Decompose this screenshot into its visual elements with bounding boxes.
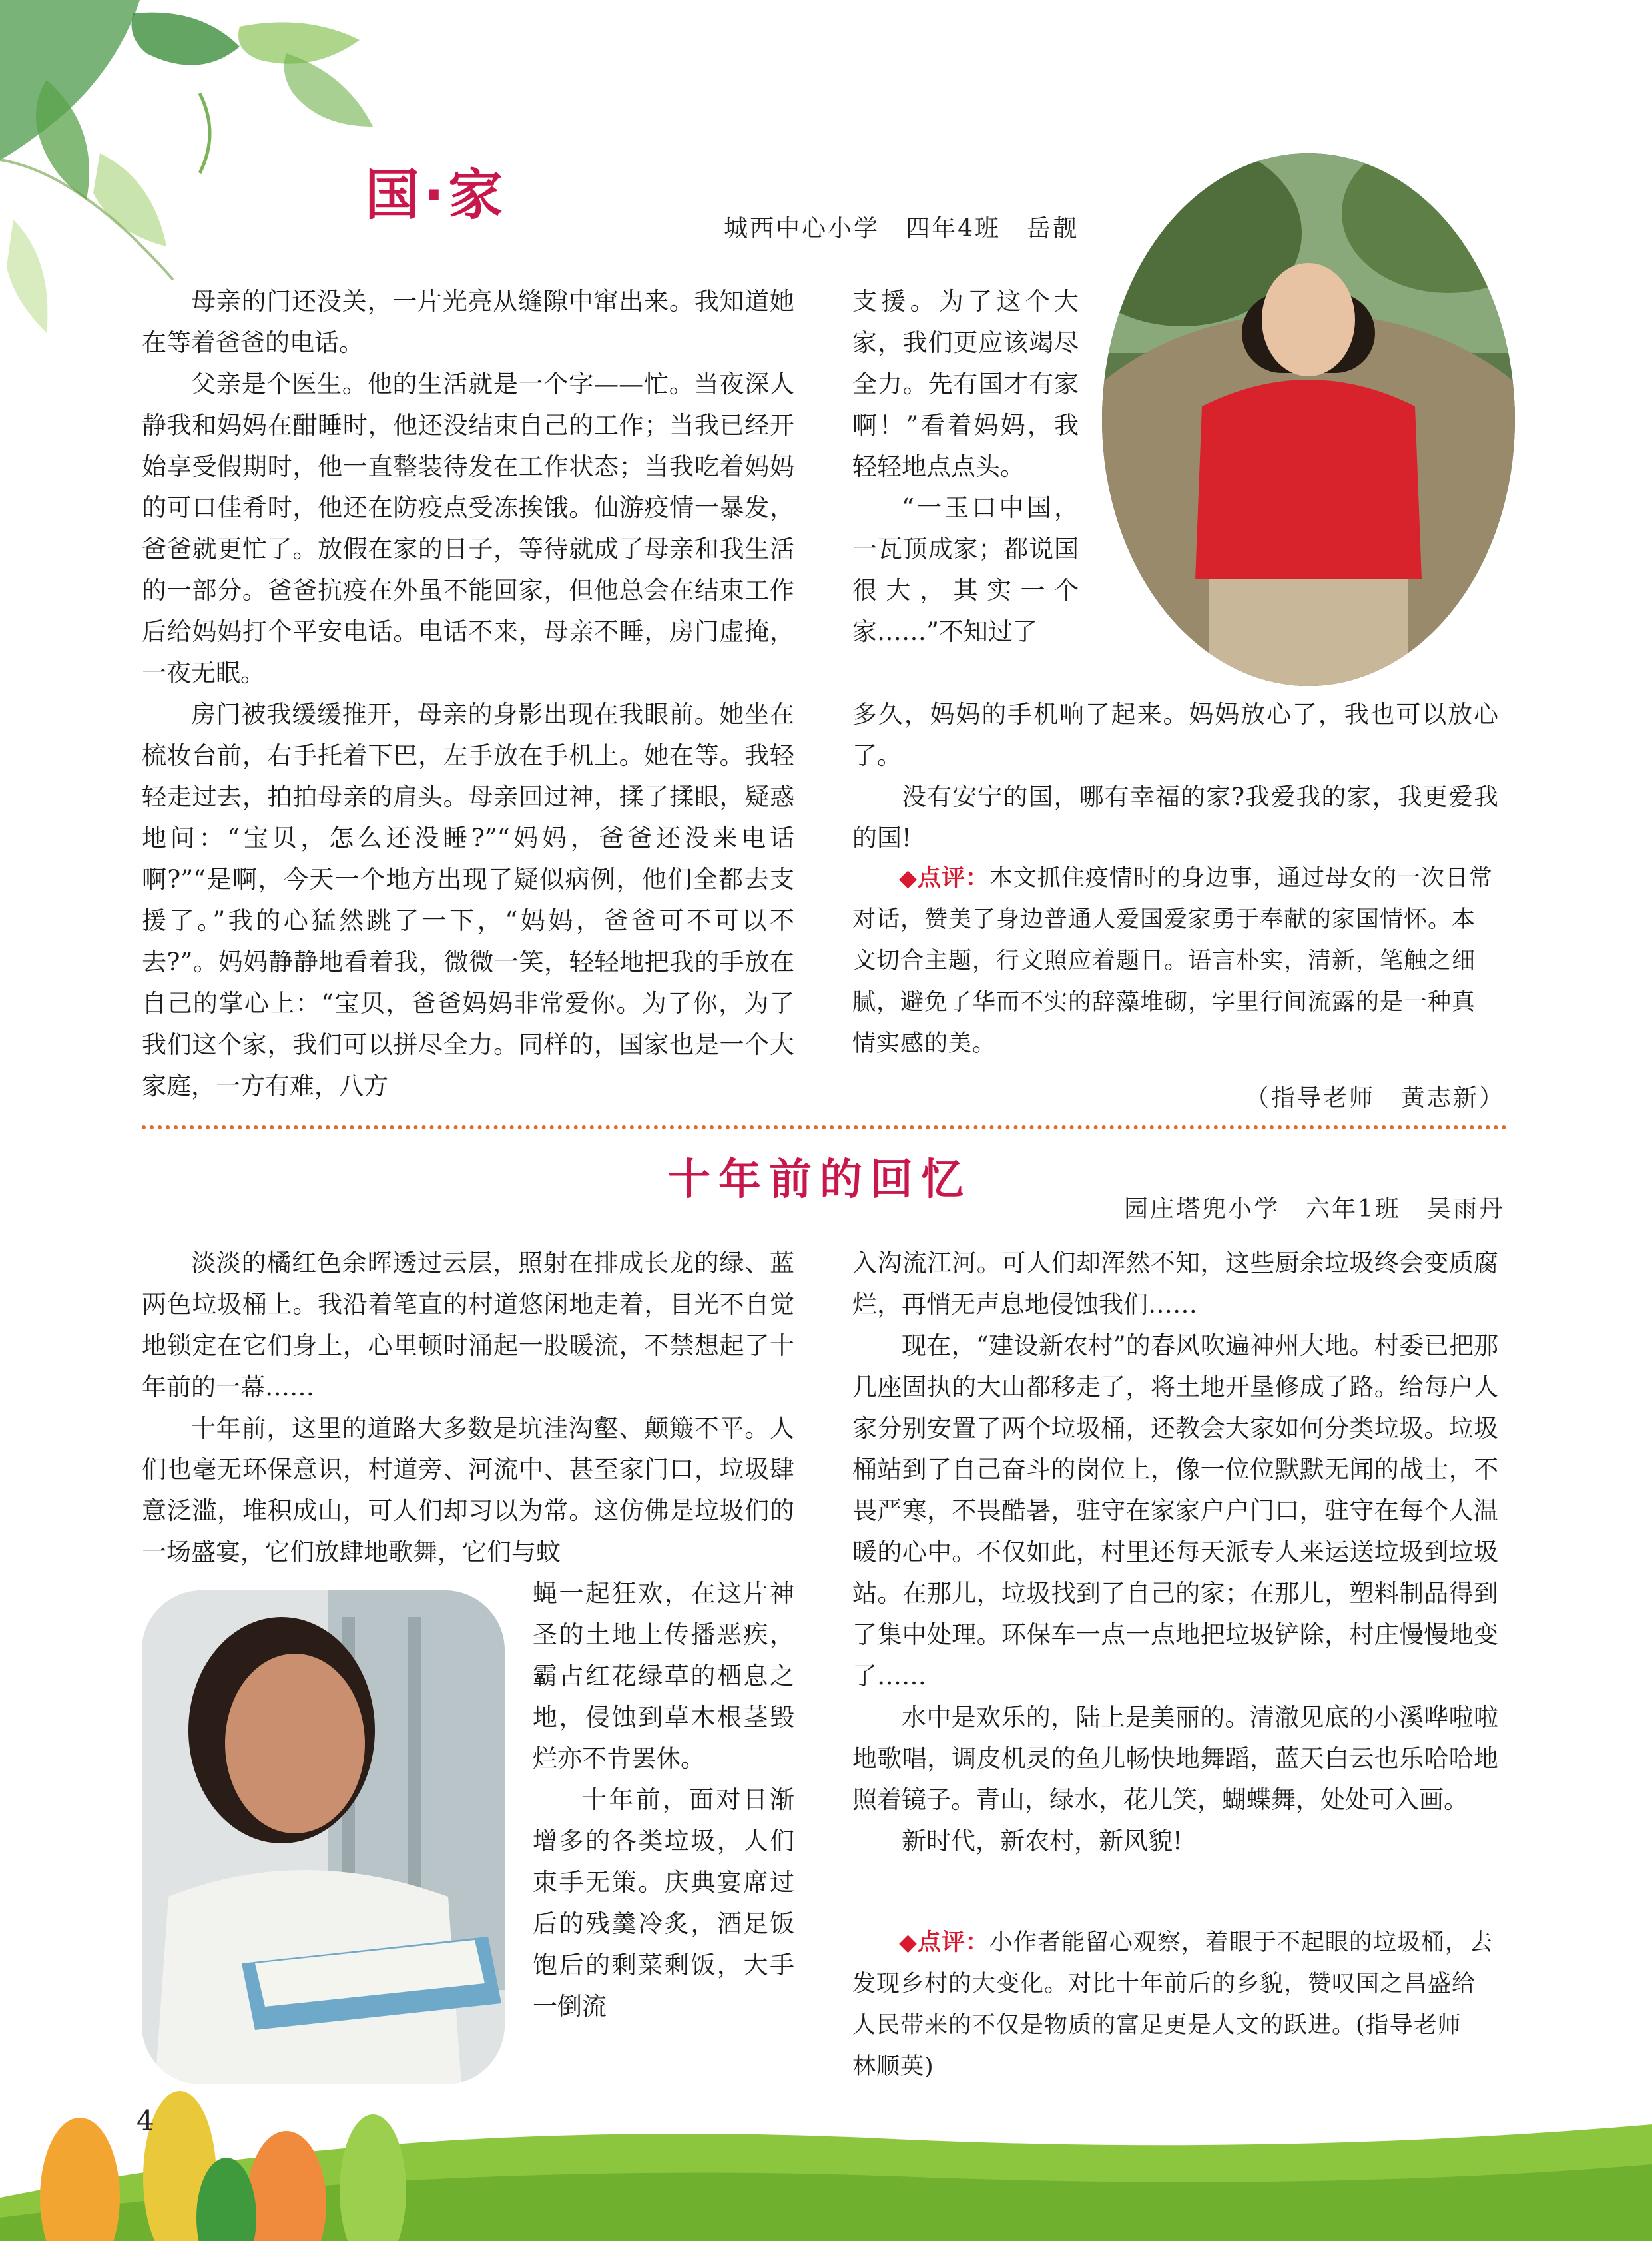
paragraph: 父亲是个医生。他的生活就是一个字——忙。当夜深人静我和妈妈在酣睡时，他还没结束自己的工作；当我已经开始享受假期时，他一直整装待发在工作状态；当我吃着妈妈的可口佳肴时，他还在防疫点受冻挨饿。仙游疫情一暴发，爸爸就更忙了。放假在家的日子，等待就成了母亲和我生活的一部分。爸爸抗疫在外虽不能回家，但他总会在结束工作后给妈妈打个平安电话。电话不来，母亲不睡，房门虚掩，一夜无眠。 [142, 370, 794, 687]
article2-right-column [852, 1243, 1498, 1862]
paragraph: 十年前，这里的道路大多数是坑洼沟壑、颠簸不平。人们也毫无环保意识，村道旁、河流中、甚至家门口，垃圾肆意泛滥，堆积成山，可人们却习以为常。这仿佛是垃圾们的一场盛宴，它们放肆地歌舞，它们与蚊 [142, 1414, 794, 1566]
grass-decoration [0, 2065, 1652, 2241]
paragraph: 没有安宁的国，哪有幸福的家?我爱我的家，我更爱我的国! [852, 783, 1498, 852]
section-divider [142, 1125, 1507, 1129]
paragraph: 十年前，面对日渐增多的各类垃圾，人们束手无策。庆典宴席过后的残羹冷炙，酒足饭饱后的剩菜剩饭，大手一倒流 [533, 1785, 794, 2021]
author-photo-oval [1102, 153, 1515, 686]
page-number: 4 [137, 2104, 154, 2137]
paragraph: 房门被我缓缓推开，母亲的身影出现在我眼前。她坐在梳妆台前，右手托着下巴，左手放在手机上。她在等。我轻轻走过去，拍拍母亲的肩头。母亲回过神，揉了揉眼，疑惑地问：“宝贝，怎么还没睡?”“妈妈，爸爸还没来电话啊?”“是啊，今天一个地方出现了疑似病例，他们全都去支援了。”我的心猛然跳了一下，“妈妈，爸爸可不可以不去?”。妈妈静静地看着我，微微一笑，轻轻地把我的手放在自己的掌心上：“宝贝，爸爸妈妈非常爱你。为了你，为了我们这个家，我们可以拼尽全力。同样的，国家也是一个大家庭，一方有难，八方 [142, 700, 794, 1100]
comment-text: 小作者能留心观察，着眼于不起眼的垃圾桶，去发现乡村的大变化。对比十年前后的乡貌，赞叹国之昌盛给人民带来的不仅是物质的富足更是人文的跃进。(指导老师 林顺英) [852, 1929, 1493, 2080]
comment-text: 本文抓住疫情时的身边事，通过母女的一次日常对话，赞美了身边普通人爱国爱家勇于奉献的家国情怀。本文切合主题，行文照应着题目。语言朴实，清新，笔触之细腻，避免了华而不实的辞藻堆砌，字里行间流露的是一种真情实感的美。 [852, 865, 1493, 1057]
paragraph: 水中是欢乐的，陆上是美丽的。清澈见底的小溪哗啦啦地歌唱，调皮机灵的鱼儿畅快地舞蹈，蓝天白云也乐哈哈地照着镜子。青山，绿水，花儿笑，蝴蝶舞，处处可入画。 [852, 1703, 1498, 1814]
paragraph: 入沟流江河。可人们却浑然不知，这些厨余垃圾终会变质腐烂，再悄无声息地侵蚀我们…… [852, 1249, 1498, 1319]
paragraph: “一玉口中国，一瓦顶成家；都说国很大，其实一个家……”不知过了 [852, 493, 1079, 646]
comment-lead: ◆点评： [899, 865, 989, 892]
article1-left-column [142, 281, 794, 1107]
paragraph: 淡淡的橘红色余晖透过云层，照射在排成长龙的绿、蓝两色垃圾桶上。我沿着笔直的村道悠闲地走着，目光不自觉地锁定在它们身上，心里顿时涌起一股暖流，不禁想起了十年前的一幕…… [142, 1249, 794, 1401]
paragraph: 蝇一起狂欢，在这片神圣的土地上传播恶疾，霸占红花绿草的栖息之地，侵蚀到草木根茎毁烂亦不肯罢休。 [533, 1579, 794, 1773]
paragraph: 母亲的门还没关，一片光亮从缝隙中窜出来。我知道她在等着爸爸的电话。 [142, 287, 794, 357]
paragraph: 多久，妈妈的手机响了起来。妈妈放心了，我也可以放心了。 [852, 700, 1498, 770]
article1-teacher: （指导老师 黄志新） [1244, 1084, 1505, 1112]
article1-title: 国·家 [365, 164, 507, 227]
paragraph: 新时代，新农村，新风貌! [902, 1827, 1183, 1855]
article1-byline: 城西中心小学 四年4班 岳靓 [724, 215, 1079, 242]
article2-comment [852, 1922, 1498, 2087]
comment-lead: ◆点评： [899, 1929, 989, 1956]
article2-title: 十年前的回忆 [668, 1155, 971, 1205]
article2-left-narrow [533, 1573, 794, 2027]
article1-right-narrow [852, 281, 1079, 653]
paragraph: 现在，“建设新农村”的春风吹遍神州大地。村委已把那几座固执的大山都移走了，将土地开垦修成了路。给每户人家分别安置了两个垃圾桶，还教会大家如何分类垃圾。垃圾桶站到了自己奋斗的岗位上，像一位位默默无闻的战士，不畏严寒，不畏酷暑，驻守在家家户户门口，驻守在每个人温暖的心中。不仅如此，村里还每天派专人来运送垃圾到垃圾站。在那儿，垃圾找到了自己的家；在那儿，塑料制品得到了集中处理。环保车一点一点地把垃圾铲除，村庄慢慢地变了…… [852, 1331, 1498, 1690]
article2-byline: 园庄塔兜小学 六年1班 吴雨丹 [1124, 1195, 1505, 1223]
article1-comment [852, 858, 1498, 1064]
author-photo-reading [142, 1590, 505, 2084]
paragraph: 支援。为了这个大家，我们更应该竭尽全力。先有国才有家啊！”看着妈妈，我轻轻地点点头。 [852, 287, 1079, 481]
article1-right-wide [852, 694, 1498, 859]
article2-left-column [142, 1243, 794, 1573]
